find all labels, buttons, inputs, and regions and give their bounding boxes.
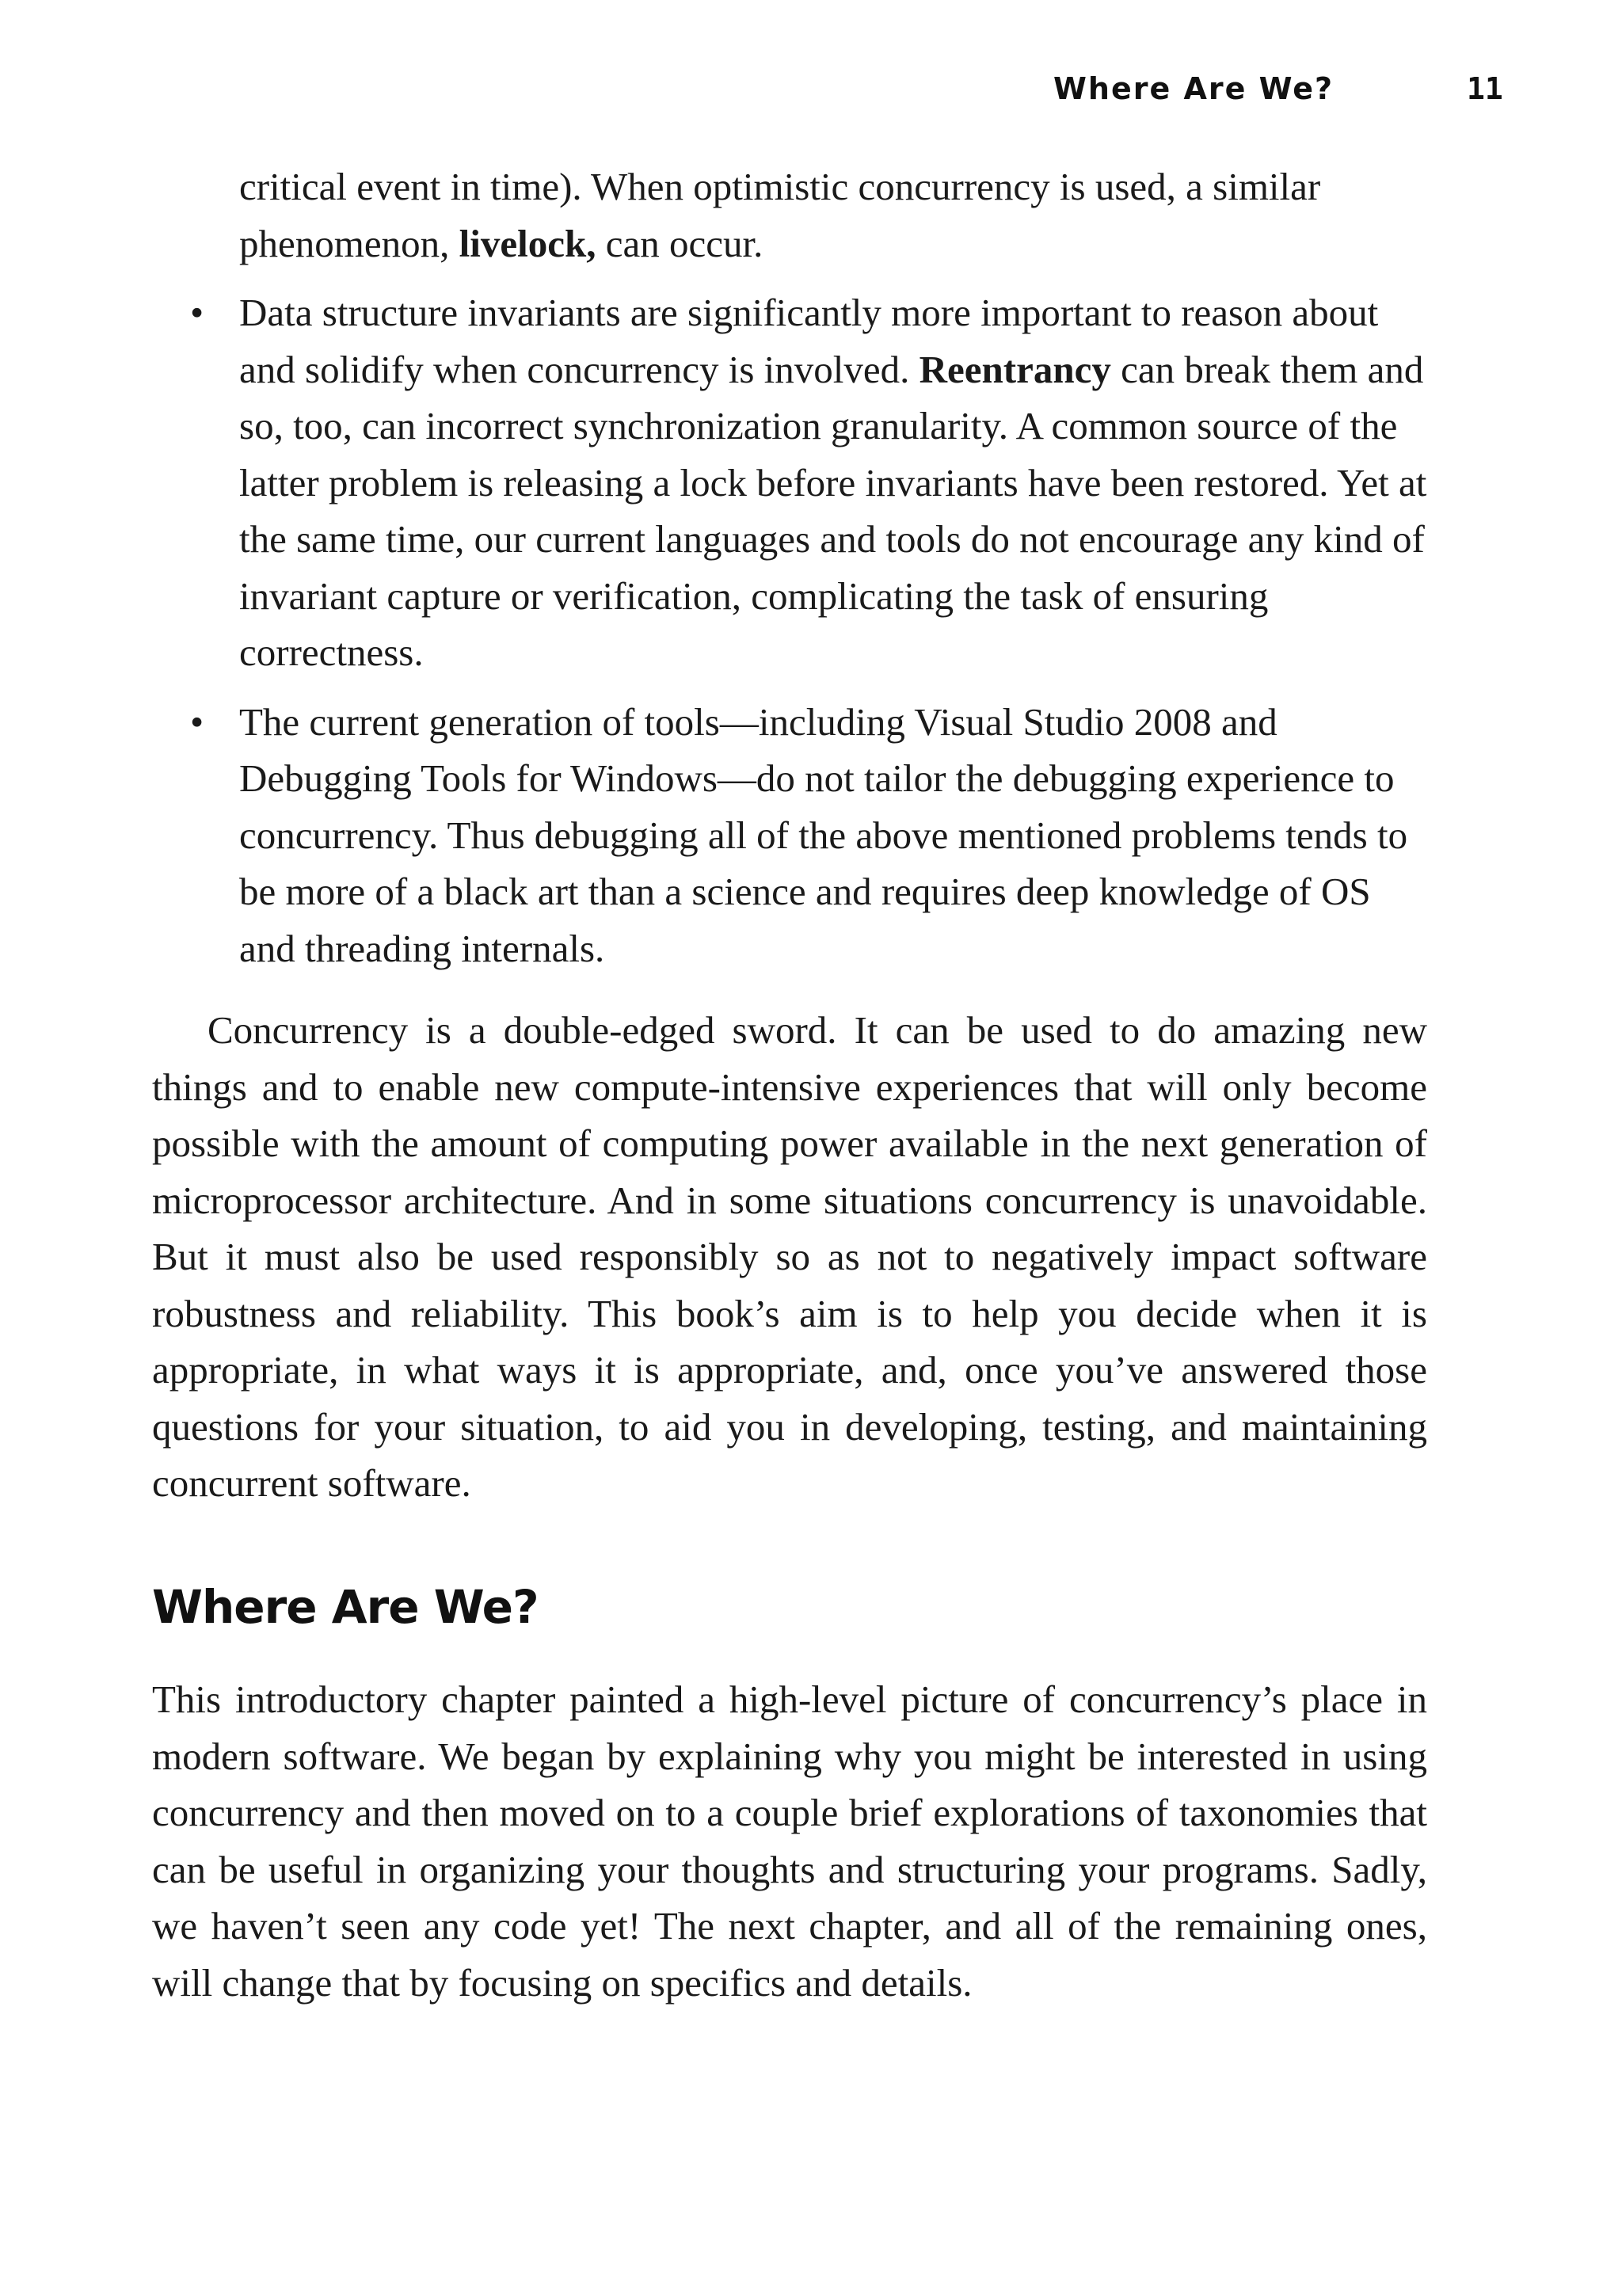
bullet-continued-text-1: critical event in time). When optimistic concurrency is used, a similar phenomenon,	[239, 165, 1321, 265]
term-livelock: livelock,	[459, 221, 596, 265]
bullet-item-invariants	[190, 284, 1427, 681]
term-reentrancy: Reentrancy	[919, 347, 1111, 391]
bullet-icon: •	[190, 291, 204, 334]
bullet-invariants-text-1: Data structure invariants are significantly more important to reason about and solidify when concurrency is involved.	[239, 291, 1379, 391]
bullet-invariants-text-2: can break them and so, too, can incorrect synchronization granularity. A common source of the latter problem is releasing a lock before invariants have been restored. Yet at the same time, our current languages and tools do not encourage any kind of invariant capture or verification, complicating the task of ensuring correctness.	[239, 347, 1427, 674]
bullet-item-tools	[190, 694, 1427, 977]
bullet-icon: •	[190, 699, 204, 744]
page-number: 11	[1467, 71, 1503, 106]
paragraph-concurrency-sword: Concurrency is a double-edged sword. It can be used to do amazing new things and to enable new compute-intensive experiences that will only become possible with the amount of computing power available in the next generation of microprocessor architecture. And in some situations concurrency is unavoidable. But it must also be used responsibly so as not to negatively impact software robustness and reliability. This book’s aim is to help you decide when it is appropriate, in what ways it is appropriate, and, once you’ve answered those questions for your situation, to aid you in developing, testing, and maintaining concurrent software.	[152, 1008, 1427, 1505]
paragraph-chapter-summary: This introductory chapter painted a high-level picture of concurrency’s place in modern software. We began by explaining why you might be interested in using concurrency and then moved on to a couple brief explorations of taxonomies that can be useful in organizing your thoughts and structuring your programs. Sadly, we haven’t seen any code yet! The next chapter, and all of the remaining ones, will change that by focusing on specifics and details.	[152, 1677, 1427, 2005]
running-head-title: Where Are We?	[1053, 71, 1335, 106]
section-heading-where-are-we: Where Are We?	[152, 1580, 539, 1634]
bullet-item-continued	[239, 158, 1427, 272]
bullet-list	[190, 158, 1427, 989]
bullet-tools-text: The current generation of tools—including Visual Studio 2008 and Debugging Tools for Windows—do not tailor the debugging experience to concurrency. Thus debugging all of the above mentioned problems tends to be more of a black art than a science and requires deep knowledge of OS and threading internals.	[239, 699, 1408, 970]
bullet-continued-text-2: can occur.	[596, 221, 763, 265]
